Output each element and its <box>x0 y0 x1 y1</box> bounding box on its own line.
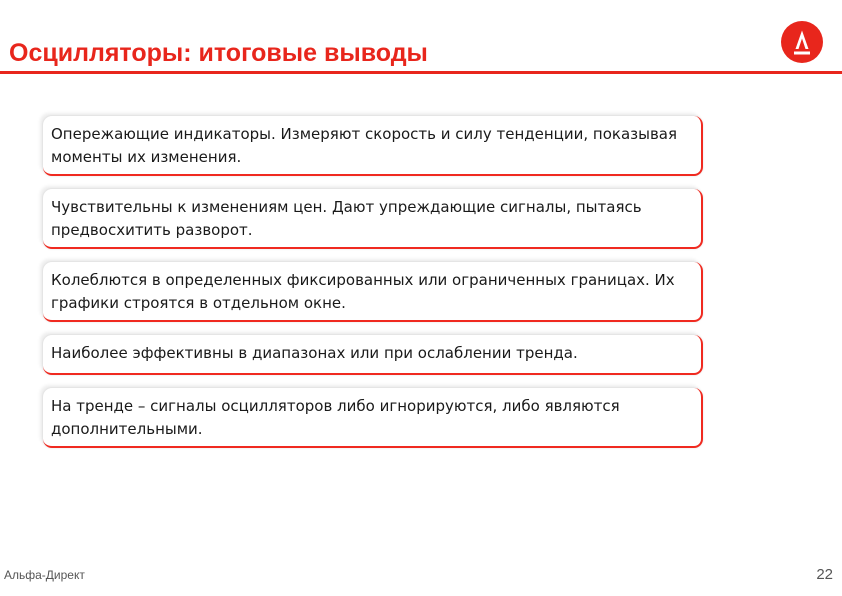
conclusion-card <box>43 116 703 176</box>
slide-title: Осцилляторы: итоговые выводы <box>9 39 428 67</box>
conclusion-text: Чувствительны к изменениям цен. Дают упреждающие сигналы, пытаясь предвосхитить разворот. <box>51 198 642 239</box>
conclusion-text: На тренде – сигналы осцилляторов либо игнорируются, либо являются дополнительными. <box>51 397 620 438</box>
conclusion-card <box>43 335 703 375</box>
conclusion-text: Опережающие индикаторы. Измеряют скорость и силу тенденции, показывая моменты их изменения. <box>51 125 678 166</box>
alfa-logo-icon <box>781 21 823 63</box>
footer-brand: Альфа-Директ <box>4 568 85 582</box>
page-number: 22 <box>816 566 833 583</box>
conclusion-card <box>43 388 703 448</box>
conclusions-list <box>43 116 703 448</box>
conclusion-text: Наиболее эффективны в диапазонах или при ослаблении тренда. <box>51 344 578 362</box>
conclusion-text: Колеблются в определенных фиксированных или ограниченных границах. Их графики строятся в отдельном окне. <box>51 271 675 312</box>
title-divider <box>0 71 842 74</box>
conclusion-card <box>43 189 703 249</box>
conclusion-card <box>43 262 703 322</box>
